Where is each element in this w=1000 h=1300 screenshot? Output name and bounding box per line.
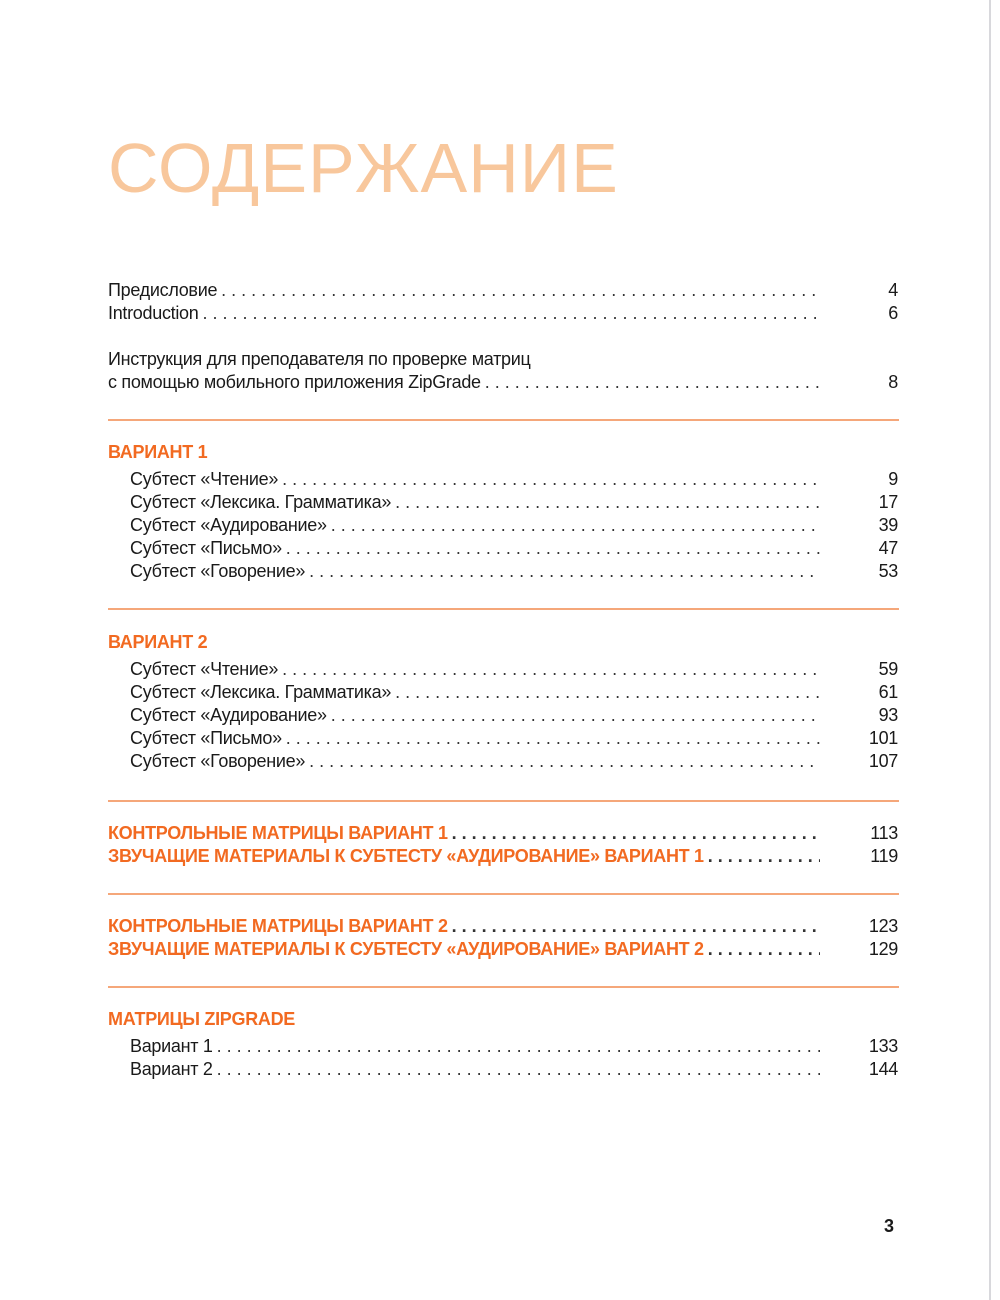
entry-label: Субтест «Аудирование» bbox=[130, 515, 327, 535]
dot-leader bbox=[708, 845, 820, 868]
entry-label: Вариант 1 bbox=[130, 1036, 213, 1056]
entry-page: 119 bbox=[870, 846, 898, 866]
toc-entry[interactable] bbox=[108, 658, 898, 681]
entry-label: Субтест «Лексика. Грамматика» bbox=[130, 682, 392, 702]
toc-zipgrade-section bbox=[108, 1006, 898, 1081]
dot-leader bbox=[286, 537, 820, 560]
entry-label: Вариант 2 bbox=[130, 1059, 213, 1079]
dot-leader bbox=[331, 704, 820, 727]
entry-page: 53 bbox=[878, 561, 898, 581]
entry-label-line2: с помощью мобильного приложения ZipGrade bbox=[108, 372, 481, 392]
toc-entry[interactable] bbox=[108, 822, 898, 845]
dot-leader bbox=[452, 915, 820, 938]
toc-control2-section bbox=[108, 915, 898, 961]
entry-page: 123 bbox=[868, 916, 898, 936]
dot-leader bbox=[485, 371, 820, 394]
entry-page: 101 bbox=[868, 728, 898, 748]
entry-page: 9 bbox=[888, 469, 898, 489]
toc-intro-section bbox=[108, 279, 898, 325]
dot-leader bbox=[395, 491, 820, 514]
toc-entry[interactable] bbox=[108, 302, 898, 325]
section-divider bbox=[108, 893, 899, 895]
entry-page: 4 bbox=[888, 280, 898, 300]
dot-leader bbox=[217, 1035, 820, 1058]
dot-leader bbox=[452, 822, 820, 845]
entry-page: 61 bbox=[878, 682, 898, 702]
entry-label: Субтест «Письмо» bbox=[130, 538, 282, 558]
toc-entry[interactable] bbox=[108, 681, 898, 704]
entry-page: 93 bbox=[878, 705, 898, 725]
entry-page: 107 bbox=[868, 751, 898, 771]
toc-control1-section bbox=[108, 822, 898, 868]
toc-entry[interactable] bbox=[108, 514, 898, 537]
entry-label: Introduction bbox=[108, 303, 199, 323]
page-edge bbox=[989, 0, 991, 1300]
section-divider bbox=[108, 419, 899, 421]
toc-instruction[interactable] bbox=[108, 348, 898, 394]
section-divider bbox=[108, 800, 899, 802]
toc-entry[interactable] bbox=[108, 845, 898, 868]
dot-leader bbox=[202, 302, 820, 325]
dot-leader bbox=[309, 750, 820, 773]
entry-label: Субтест «Лексика. Грамматика» bbox=[130, 492, 392, 512]
entry-page: 59 bbox=[878, 659, 898, 679]
toc-entry[interactable] bbox=[108, 468, 898, 491]
section-heading: ВАРИАНТ 2 bbox=[108, 632, 208, 652]
page-number: 3 bbox=[884, 1216, 895, 1236]
section-divider bbox=[108, 986, 899, 988]
entry-page: 113 bbox=[870, 823, 898, 843]
dot-leader bbox=[395, 681, 820, 704]
toc-entry[interactable] bbox=[108, 915, 898, 938]
dot-leader bbox=[282, 468, 820, 491]
entry-label: Субтест «Аудирование» bbox=[130, 705, 327, 725]
toc-entry[interactable] bbox=[108, 371, 898, 394]
entry-label: Субтест «Говорение» bbox=[130, 751, 306, 771]
toc-variant1-section bbox=[108, 439, 898, 583]
entry-label: Субтест «Говорение» bbox=[130, 561, 306, 581]
entry-page: 133 bbox=[868, 1036, 898, 1056]
dot-leader bbox=[309, 560, 820, 583]
dot-leader bbox=[286, 727, 820, 750]
entry-page: 17 bbox=[878, 492, 898, 512]
entry-label: Субтест «Письмо» bbox=[130, 728, 282, 748]
entry-page: 8 bbox=[888, 372, 898, 392]
entry-label: КОНТРОЛЬНЫЕ МАТРИЦЫ ВАРИАНТ 2 bbox=[108, 916, 448, 936]
entry-label: Субтест «Чтение» bbox=[130, 469, 279, 489]
entry-label: ЗВУЧАЩИЕ МАТЕРИАЛЫ К СУБТЕСТУ «АУДИРОВАНИЕ» ВАРИАНТ 2 bbox=[108, 939, 704, 959]
toc-entry[interactable] bbox=[108, 938, 898, 961]
toc-entry[interactable] bbox=[108, 1058, 898, 1081]
dot-leader bbox=[282, 658, 820, 681]
entry-page: 129 bbox=[868, 939, 898, 959]
entry-label-line1: Инструкция для преподавателя по проверке матриц bbox=[108, 349, 531, 369]
entry-label: КОНТРОЛЬНЫЕ МАТРИЦЫ ВАРИАНТ 1 bbox=[108, 823, 448, 843]
toc-entry[interactable] bbox=[108, 537, 898, 560]
dot-leader bbox=[708, 938, 820, 961]
entry-page: 144 bbox=[868, 1059, 898, 1079]
toc-entry[interactable] bbox=[108, 279, 898, 302]
entry-page: 47 bbox=[878, 538, 898, 558]
section-heading: ВАРИАНТ 1 bbox=[108, 442, 208, 462]
page-title: СОДЕРЖАНИЕ bbox=[108, 129, 619, 207]
dot-leader bbox=[217, 1058, 820, 1081]
entry-page: 6 bbox=[888, 303, 898, 323]
entry-label: Субтест «Чтение» bbox=[130, 659, 279, 679]
entry-page: 39 bbox=[878, 515, 898, 535]
entry-label: ЗВУЧАЩИЕ МАТЕРИАЛЫ К СУБТЕСТУ «АУДИРОВАНИЕ» ВАРИАНТ 1 bbox=[108, 846, 704, 866]
toc-entry[interactable] bbox=[108, 1035, 898, 1058]
toc-entry[interactable] bbox=[108, 750, 898, 773]
dot-leader bbox=[221, 279, 820, 302]
toc-entry[interactable] bbox=[108, 491, 898, 514]
toc-entry[interactable] bbox=[108, 560, 898, 583]
section-divider bbox=[108, 608, 899, 610]
toc-variant2-section bbox=[108, 629, 898, 773]
dot-leader bbox=[331, 514, 820, 537]
toc-entry[interactable] bbox=[108, 704, 898, 727]
toc-entry[interactable] bbox=[108, 727, 898, 750]
section-heading: МАТРИЦЫ ZIPGRADE bbox=[108, 1009, 296, 1029]
entry-label: Предисловие bbox=[108, 280, 218, 300]
